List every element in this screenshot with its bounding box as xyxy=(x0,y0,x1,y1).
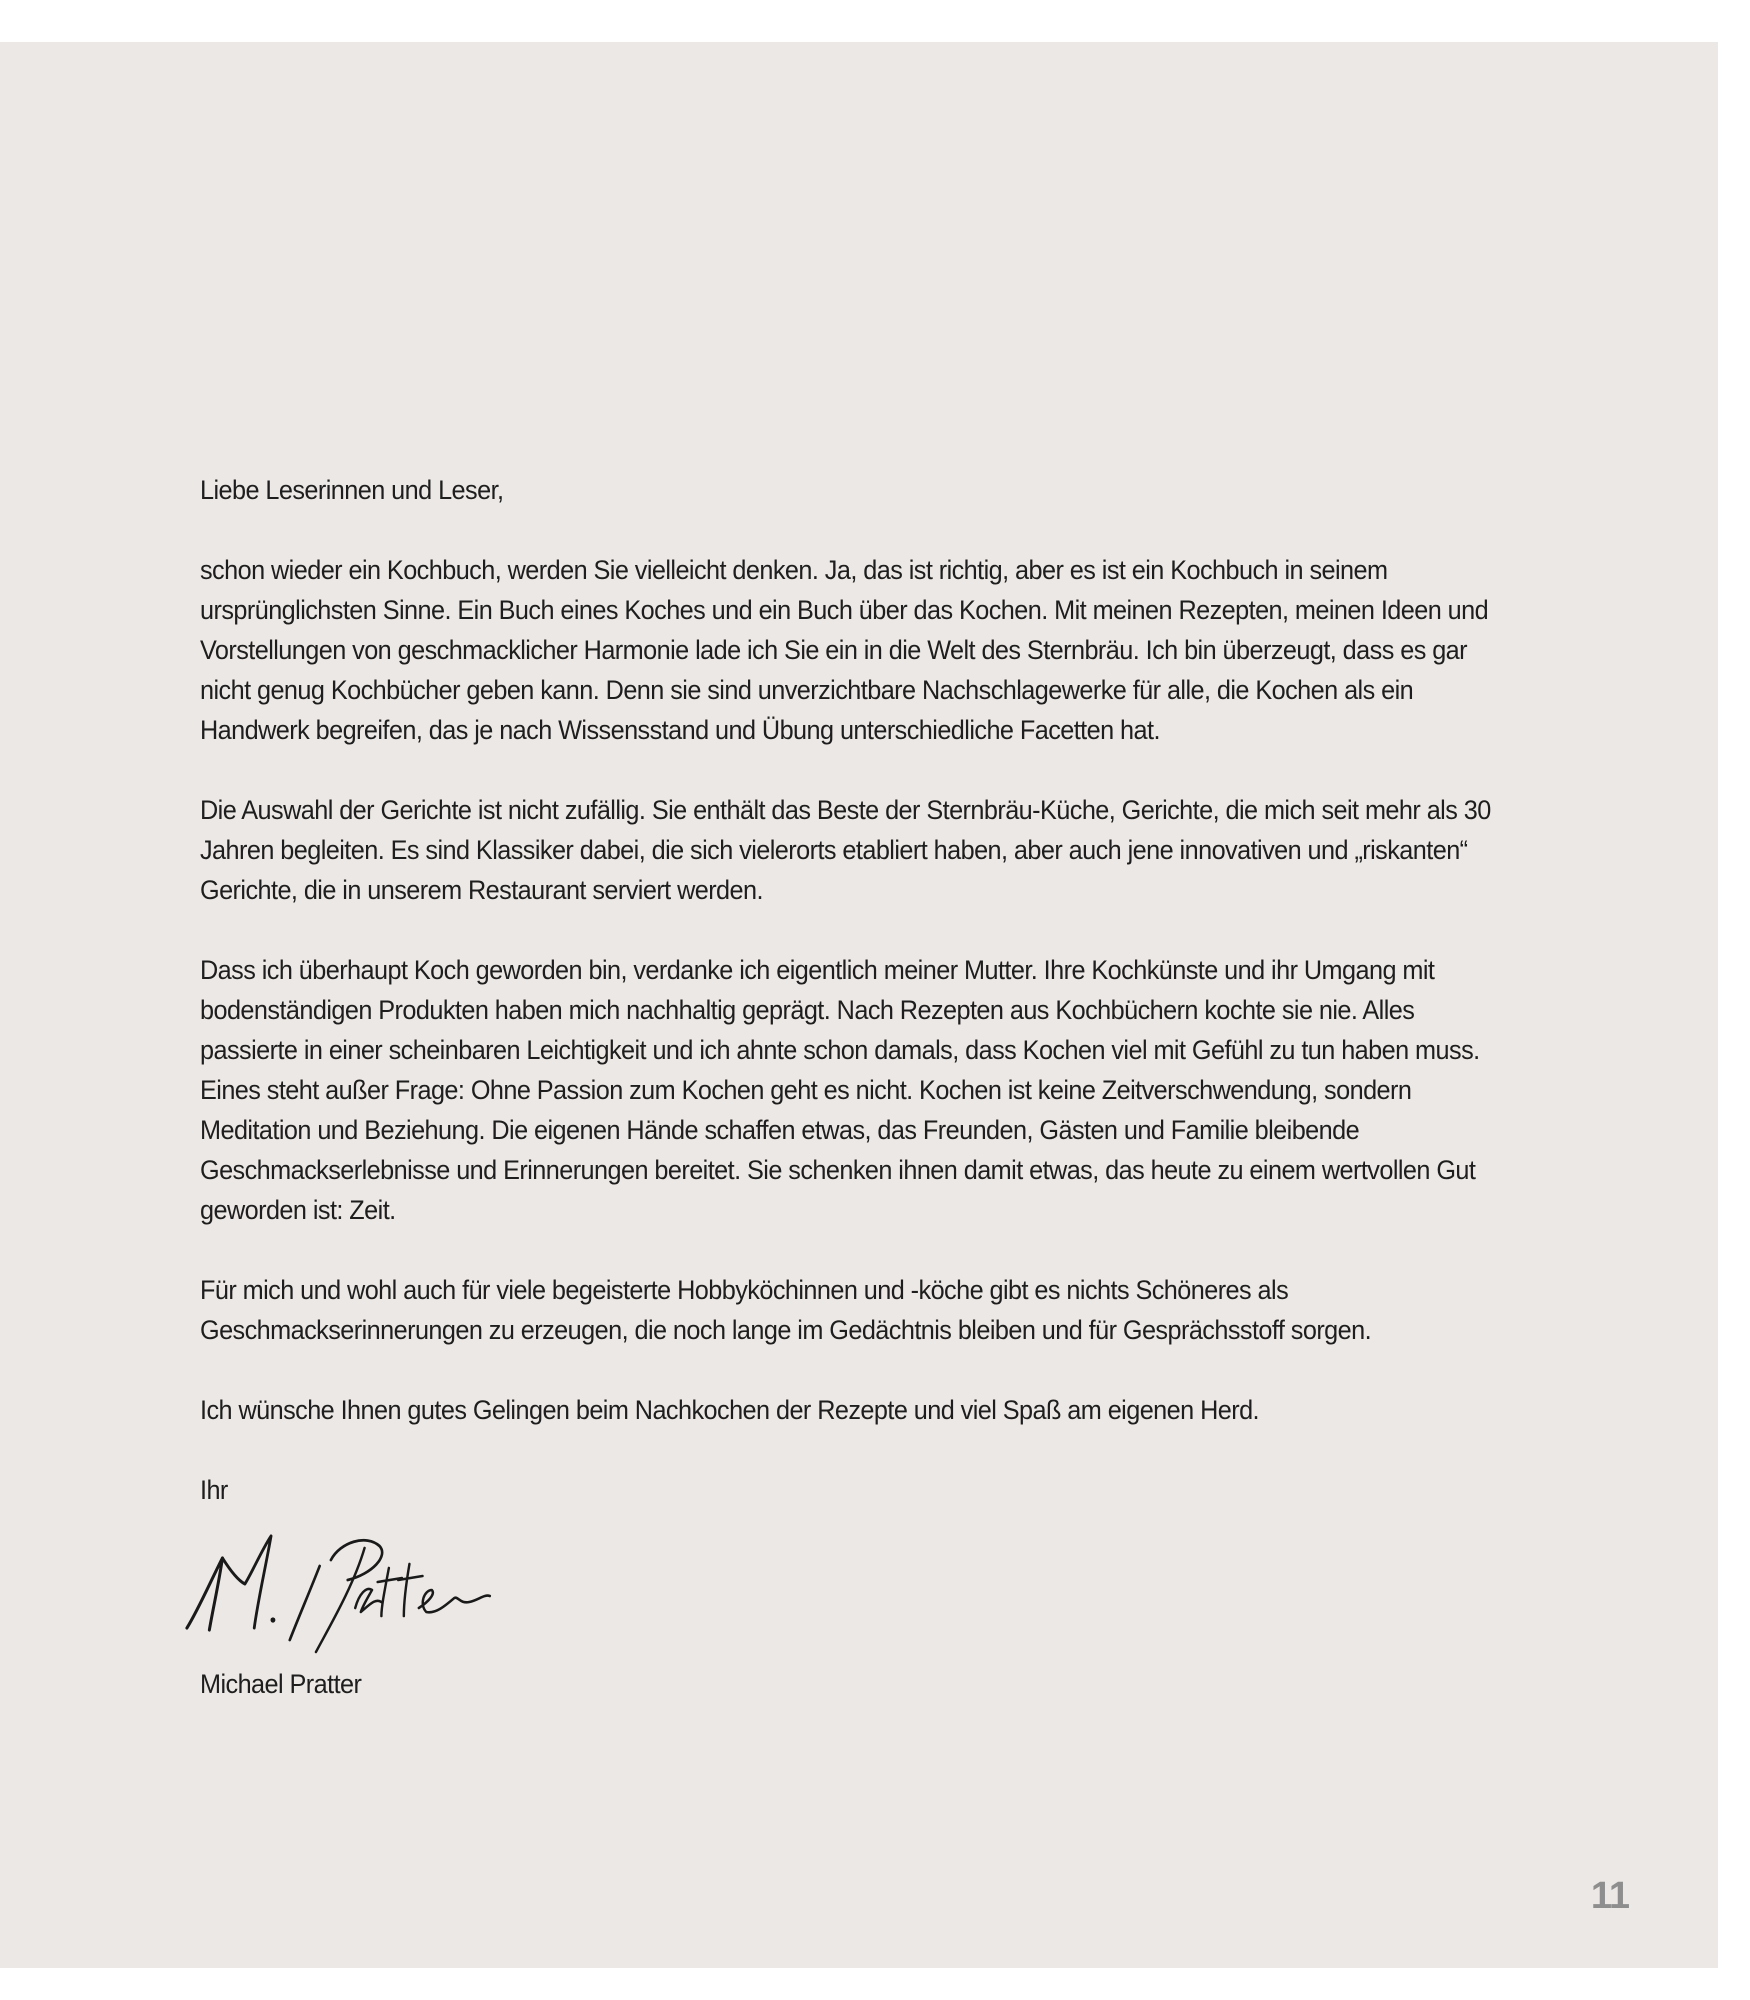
foreword-letter xyxy=(200,470,1509,1744)
paragraph-2: Die Auswahl der Gerichte ist nicht zufällig. Sie enthält das Beste der Sternbräu-Küche, Gerichte, die mich seit mehr als 30 Jahren begleiten. Es sind Klassiker dabei, die sich vielerorts etabliert haben, aber auch jene innovativen und „riskanten“ Gerichte, die in unserem Restaurant serviert werden. xyxy=(200,795,1491,905)
closing: Ihr xyxy=(200,1475,228,1505)
salutation: Liebe Leserinnen und Leser, xyxy=(200,475,504,505)
author-name: Michael Pratter xyxy=(200,1669,362,1699)
signature-image xyxy=(174,1524,548,1654)
paragraph-3: Dass ich überhaupt Koch geworden bin, verdanke ich eigentlich meiner Mutter. Ihre Kochkünste und ihr Umgang mit bodenständigen Produkten haben mich nachhaltig geprägt. Nach Rezepten aus Kochbüchern kochte sie nie. Alles passierte in einer scheinbaren Leichtigkeit und ich ahnte schon damals, dass Kochen viel mit Gefühl zu tun haben muss. Eines steht außer Frage: Ohne Passion zum Kochen geht es nicht. Kochen ist keine Zeitverschwendung, sondern Meditation und Beziehung. Die eigenen Hände schaffen etwas, das Freunden, Gästen und Familie bleibende Geschmackserlebnisse und Erinnerungen bereitet. Sie schenken ihnen damit etwas, das heute zu einem wertvollen Gut geworden ist: Zeit. xyxy=(200,955,1480,1225)
page-number: 11 xyxy=(1590,1875,1629,1917)
paragraph-4: Für mich und wohl auch für viele begeisterte Hobbyköchinnen und -köche gibt es nichts Schöneres als Geschmackserinnerungen zu erzeugen, die noch lange im Gedächtnis bleiben und für Gesprächsstoff sorgen. xyxy=(200,1275,1372,1345)
book-page xyxy=(0,42,1718,1968)
paragraph-1: schon wieder ein Kochbuch, werden Sie vielleicht denken. Ja, das ist richtig, aber es ist ein Kochbuch in seinem ursprünglichsten Sinne. Ein Buch eines Koches und ein Buch über das Kochen. Mit meinen Rezepten, meinen Ideen und Vorstellungen von geschmacklicher Harmonie lade ich Sie ein in die Welt des Sternbräu. Ich bin überzeugt, dass es gar nicht genug Kochbücher geben kann. Denn sie sind unverzichtbare Nachschlagewerke für alle, die Kochen als ein Handwerk begreifen, das je nach Wissensstand und Übung unterschiedliche Facetten hat. xyxy=(200,555,1489,745)
paragraph-5: Ich wünsche Ihnen gutes Gelingen beim Nachkochen der Rezepte und viel Spaß am eigenen Herd. xyxy=(200,1395,1260,1425)
